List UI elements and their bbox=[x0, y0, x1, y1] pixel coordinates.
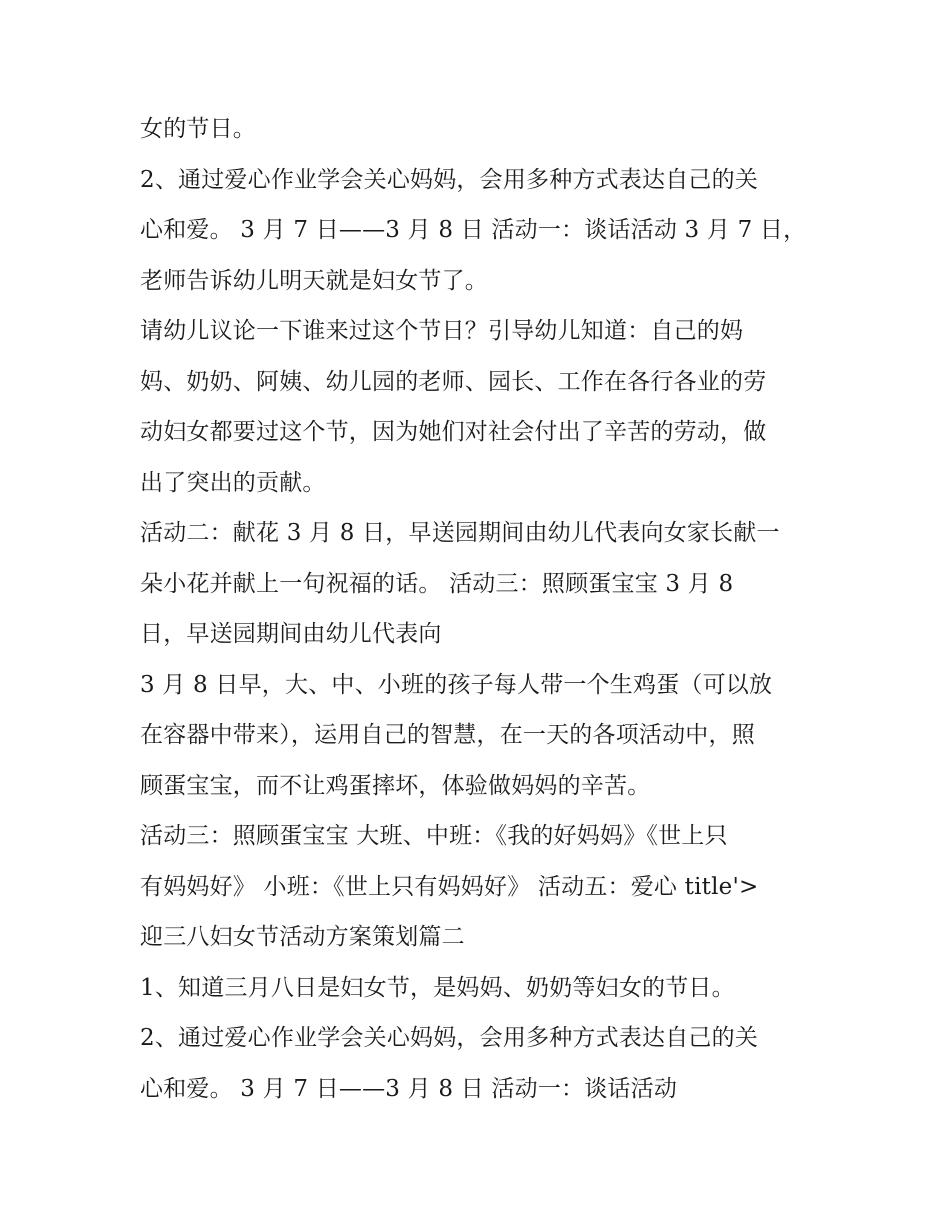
text-line: 女的节日。 bbox=[140, 116, 256, 142]
text-line: 动妇女都要过这个节，因为她们对社会付出了辛苦的劳动，做 bbox=[140, 419, 767, 445]
text-line: 老师告诉幼儿明天就是妇女节了。 bbox=[140, 267, 488, 294]
text-line: 活动三：照顾蛋宝宝 大班、中班：《我的好妈妈》《世上只 bbox=[140, 823, 728, 849]
text-line: 1、知道三月八日是妇女节，是妈妈、奶奶等妇女的节日。 bbox=[140, 974, 735, 1001]
text-line: 妈、奶奶、阿姨、幼儿园的老师、园长、工作在各行各业的劳 bbox=[140, 368, 767, 395]
text-line: 日，早送园期间由幼儿代表向 bbox=[140, 621, 442, 647]
text-line: 请幼儿议论一下谁来过这个节日？引导幼儿知道：自己的妈 bbox=[140, 318, 744, 344]
text-line: 2、通过爱心作业学会关心妈妈，会用多种方式表达自己的关 bbox=[140, 166, 759, 193]
text-line: 在容器中带来），运用自己的智慧，在一天的各项活动中，照 bbox=[140, 722, 755, 748]
text-line: 3 月 8 日早，大、中、小班的孩子每人带一个生鸡蛋（可以放 bbox=[140, 671, 773, 698]
text-line: 心和爱。 3 月 7 日——3 月 8 日 活动一：谈话活动 3 月 7 日， bbox=[140, 217, 807, 243]
text-line: 朵小花并献上一句祝福的话。 活动三：照顾蛋宝宝 3 月 8 bbox=[140, 570, 734, 597]
text-line: 顾蛋宝宝，而不让鸡蛋摔坏，体验做妈妈的辛苦。 bbox=[140, 772, 651, 799]
document-body bbox=[140, 104, 830, 1114]
text-line: 2、通过爱心作业学会关心妈妈，会用多种方式表达自己的关 bbox=[140, 1025, 759, 1051]
text-line: 有妈妈好》 小班：《世上只有妈妈好》 活动五：爱心 title'> bbox=[140, 873, 759, 900]
text-line: 活动二：献花 3 月 8 日，早送园期间由幼儿代表向女家长献一 bbox=[140, 520, 780, 546]
text-line: 心和爱。 3 月 7 日——3 月 8 日 活动一：谈话活动 bbox=[140, 1075, 678, 1102]
text-line: 出了突出的贡献。 bbox=[140, 469, 326, 496]
section-heading: 迎三八妇女节活动方案策划篇二 bbox=[140, 924, 465, 950]
